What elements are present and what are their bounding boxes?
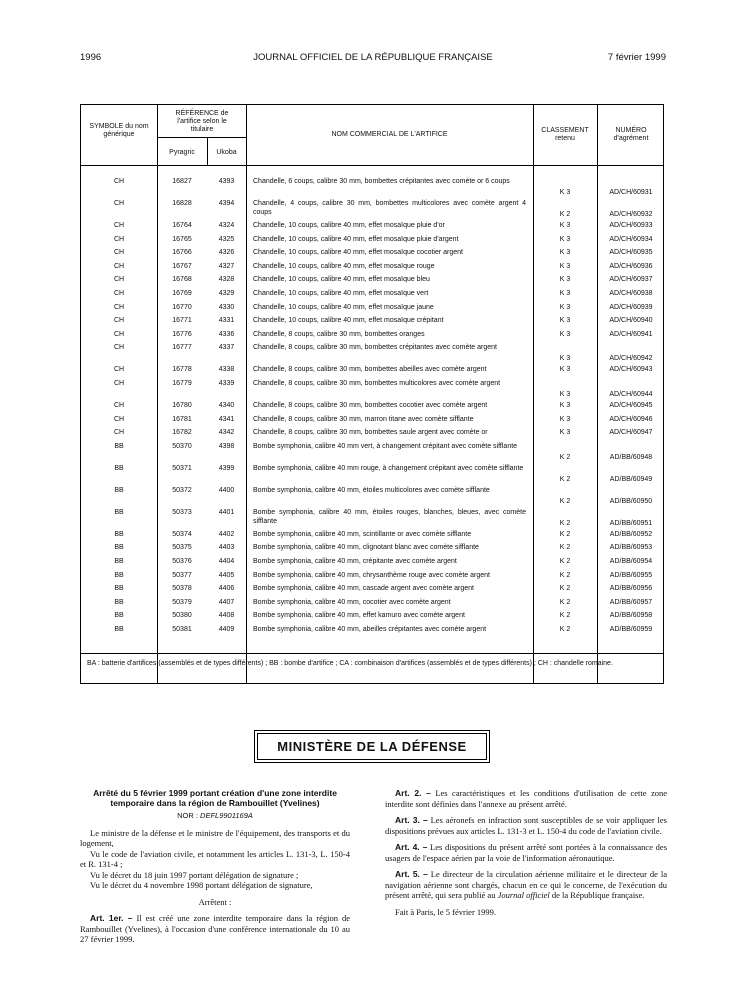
preamble-decree-2: Vu le décret du 4 novembre 1998 portant délégation de signature, xyxy=(90,880,313,890)
cell-pyragric: 50374 xyxy=(172,530,192,538)
article-1-text: Il est créé une zone interdite temporaire dans la région de Rambouillet (Yvelines), à l'occasion d'une conférence internationale du 10 au 27 février 1999. xyxy=(80,913,350,944)
header-nom-commercial: NOM COMMERCIAL DE L'ARTIFICE xyxy=(331,131,448,138)
cell-nom-commercial: Bombe symphonia, calibre 40 mm, étoiles multicolores avec comète sifflante xyxy=(253,486,490,494)
cell-classement: K 3 xyxy=(559,249,571,257)
cell-classement: K 3 xyxy=(559,391,571,398)
cell-ukoba: 4327 xyxy=(218,262,235,270)
cell-numero: AD/BB/60953 xyxy=(609,544,653,552)
article-2-text: Les caractéristiques et les conditions d'utilisation de cette zone interdite sont définies dans l'annexe au présent arrêté. xyxy=(385,788,668,809)
cell-symbole: BB xyxy=(114,612,124,620)
cell-pyragric: 16828 xyxy=(172,200,192,207)
cell-ukoba: 4329 xyxy=(218,290,235,297)
cell-nom-commercial: Bombe symphonia, calibre 40 mm, cascade argent avec comète argent xyxy=(253,585,475,593)
cell-numero: AD/BB/60956 xyxy=(609,585,653,593)
cell-numero: AD/CH/60938 xyxy=(609,290,653,297)
footnote-rule xyxy=(81,653,663,654)
header-pyragric: Pyragric xyxy=(169,149,195,156)
cell-pyragric: 16781 xyxy=(172,415,192,423)
cell-nom-commercial: Chandelle, 8 coups, calibre 30 mm, bombettes oranges xyxy=(253,330,425,338)
cell-nom-commercial: Chandelle, 8 coups, calibre 30 mm, bombettes multicolores avec comète argent xyxy=(253,380,501,387)
cell-pyragric: 16770 xyxy=(172,303,192,311)
cell-nom-commercial: Chandelle, 10 coups, calibre 40 mm, effet mosaïque jaune xyxy=(253,303,434,311)
cell-classement: K 2 xyxy=(559,475,571,483)
cell-numero: AD/CH/60943 xyxy=(609,366,653,374)
issue-date: 7 février 1999 xyxy=(607,52,666,63)
cell-nom-commercial: Bombe symphonia, calibre 40 mm, cocotier avec comète argent xyxy=(253,598,451,606)
cell-nom-commercial: Bombe symphonia, calibre 40 mm, crépitante avec comète argent xyxy=(253,558,457,565)
cell-numero: AD/CH/60937 xyxy=(609,276,653,284)
preamble-ministers: Le ministre de la défense et le ministre de l'équipement, des transports et du logement, xyxy=(80,827,350,848)
cell-ukoba: 4338 xyxy=(218,366,235,374)
cell-classement: K 2 xyxy=(559,497,571,505)
cell-pyragric: 50370 xyxy=(172,442,192,450)
article-5-end: de la République française. xyxy=(551,890,645,900)
cell-classement: K 2 xyxy=(559,530,571,538)
article-1 xyxy=(80,913,350,945)
cell-numero: AD/BB/60950 xyxy=(609,497,653,505)
cell-nom-commercial: Chandelle, 8 coups, calibre 30 mm, bombettes cocotier avec comète argent xyxy=(253,402,488,409)
cell-symbole: BB xyxy=(114,530,124,538)
cell-numero: AD/CH/60931 xyxy=(609,189,653,196)
article-3-label: Art. 3. – xyxy=(395,815,428,825)
cell-classement: K 2 xyxy=(559,453,571,461)
cell-ukoba: 4337 xyxy=(218,344,235,352)
cell-ukoba: 4402 xyxy=(218,530,235,538)
cell-ukoba: 4325 xyxy=(218,235,235,243)
cell-ukoba: 4408 xyxy=(218,612,235,620)
cell-ukoba: 4398 xyxy=(218,442,235,450)
article-3-text: Les aéronefs en infraction sont susceptibles de se voir appliquer les dispositions prévues aux articles L. 131-3 et L. 150-4 du code de l'aviation civile. xyxy=(385,815,667,836)
fireworks-table xyxy=(80,104,664,684)
header-rule xyxy=(157,137,246,138)
header-numero: NUMÉRO d'agrément xyxy=(613,127,649,142)
cell-ukoba: 4341 xyxy=(218,415,235,423)
cell-numero: AD/CH/60932 xyxy=(609,211,653,218)
article-2-label: Art. 2. – xyxy=(395,788,431,798)
cell-classement: K 2 xyxy=(559,598,571,606)
cell-nom-commercial: Chandelle, 8 coups, calibre 30 mm, bombettes crépitantes avec comète argent xyxy=(253,344,497,352)
cell-pyragric: 16779 xyxy=(172,380,192,387)
cell-nom-commercial: Chandelle, 6 coups, calibre 30 mm, bombettes crépitantes avec comète or 6 coups xyxy=(253,178,510,185)
cell-symbole: BB xyxy=(114,558,124,565)
cell-symbole: BB xyxy=(114,598,124,606)
preamble-code: Vu le code de l'aviation civile, et notamment les articles L. 131-3, L. 150-4 et R. 131-4 ; xyxy=(80,848,350,869)
cell-pyragric: 16782 xyxy=(172,429,192,437)
article-5-label: Art. 5. – xyxy=(395,869,428,879)
cell-numero: AD/CH/60944 xyxy=(609,391,653,398)
cell-classement: K 2 xyxy=(559,544,571,552)
cell-nom-commercial: Bombe symphonia, calibre 40 mm vert, à changement crépitant avec comète sifflante xyxy=(253,442,518,450)
preamble-decree-1: Vu le décret du 18 juin 1997 portant délégation de signature ; xyxy=(90,869,299,880)
cell-nom-commercial: Chandelle, 8 coups, calibre 30 mm, marron titane avec comète sifflante xyxy=(253,415,474,423)
cell-nom-commercial: Chandelle, 10 coups, calibre 40 mm, effet mosaïque pluie d'argent xyxy=(253,235,459,243)
header-rule xyxy=(81,165,663,166)
cell-classement: K 3 xyxy=(559,330,571,338)
cell-ukoba: 4342 xyxy=(218,429,235,437)
cell-pyragric: 50371 xyxy=(172,464,192,472)
nor-value: DEFL9901169A xyxy=(200,811,253,820)
cell-pyragric: 16769 xyxy=(172,290,192,297)
cell-pyragric: 16776 xyxy=(172,330,192,338)
column-divider xyxy=(246,105,247,683)
cell-ukoba: 4330 xyxy=(218,303,235,311)
cell-symbole: CH xyxy=(113,222,125,229)
cell-symbole: CH xyxy=(113,290,125,297)
cell-nom-commercial: Bombe symphonia, calibre 40 mm, abeilles crépitantes avec comète argent xyxy=(253,626,487,633)
cell-nom-commercial: Chandelle, 10 coups, calibre 40 mm, effet mosaïque vert xyxy=(253,290,429,297)
cell-symbole: BB xyxy=(114,544,124,552)
cell-numero: AD/BB/60958 xyxy=(609,612,653,620)
cell-symbole: CH xyxy=(113,303,125,311)
cell-classement: K 3 xyxy=(559,366,571,374)
cell-classement: K 3 xyxy=(559,235,571,243)
cell-nom-commercial: Chandelle, 10 coups, calibre 40 mm, effet mosaïque rouge xyxy=(253,262,435,270)
cell-numero: AD/CH/60947 xyxy=(609,429,653,437)
page-header xyxy=(80,52,666,66)
arrete-left-column xyxy=(80,788,350,945)
cell-pyragric: 16767 xyxy=(172,262,192,270)
cell-numero: AD/BB/60954 xyxy=(609,558,653,565)
cell-nom-commercial: Chandelle, 4 coups, calibre 30 mm, bombettes multicolores avec comète argent 4 coups xyxy=(253,200,526,216)
cell-classement: K 2 xyxy=(559,571,571,579)
cell-numero: AD/CH/60933 xyxy=(609,222,653,229)
cell-symbole: CH xyxy=(113,200,125,207)
arrete-right-column xyxy=(385,788,667,917)
cell-symbole: CH xyxy=(113,235,125,243)
cell-ukoba: 4405 xyxy=(218,571,235,579)
cell-ukoba: 4324 xyxy=(218,222,235,229)
cell-nom-commercial: Chandelle, 8 coups, calibre 30 mm, bombettes abeilles avec comète argent xyxy=(253,366,487,374)
cell-pyragric: 16768 xyxy=(172,276,192,284)
cell-nom-commercial: Chandelle, 10 coups, calibre 40 mm, effet mosaïque crépitant xyxy=(253,317,444,325)
ministry-heading: MINISTÈRE DE LA DÉFENSE xyxy=(257,733,487,760)
article-1-label: Art. 1er. – xyxy=(90,913,133,923)
cell-ukoba: 4400 xyxy=(218,486,235,494)
cell-ukoba: 4328 xyxy=(218,276,235,284)
arrete-title: Arrêté du 5 février 1999 portant création d'une zone interdite temporaire dans la région de Rambouillet (Yvelines) xyxy=(93,788,337,808)
cell-ukoba: 4326 xyxy=(218,249,235,257)
cell-classement: K 2 xyxy=(559,558,571,565)
cell-ukoba: 4394 xyxy=(218,200,235,207)
cell-pyragric: 16765 xyxy=(172,235,192,243)
cell-symbole: CH xyxy=(113,276,125,284)
cell-pyragric: 50372 xyxy=(172,486,192,494)
article-5 xyxy=(385,869,667,901)
cell-symbole: CH xyxy=(113,249,125,257)
cell-numero: AD/BB/60949 xyxy=(609,475,653,483)
cell-pyragric: 16827 xyxy=(172,178,192,185)
cell-numero: AD/CH/60942 xyxy=(609,355,653,363)
cell-numero: AD/CH/60946 xyxy=(609,415,653,423)
article-2 xyxy=(385,788,667,809)
cell-symbole: BB xyxy=(114,626,124,633)
cell-nom-commercial: Bombe symphonia, calibre 40 mm rouge, à changement crépitant avec comète sifflante xyxy=(253,464,524,472)
cell-classement: K 2 xyxy=(559,626,571,633)
cell-symbole: CH xyxy=(113,366,125,374)
cell-classement: K 2 xyxy=(559,211,571,218)
cell-classement: K 2 xyxy=(559,585,571,593)
header-classement: CLASSEMENT retenu xyxy=(541,127,589,142)
cell-pyragric: 50375 xyxy=(172,544,192,552)
cell-ukoba: 4409 xyxy=(218,626,235,633)
cell-classement: K 3 xyxy=(559,355,571,363)
article-4-text: Les dispositions du présent arrêté sont portées à la connaissance des usagers de l'espace aérien par la voie de l'information aéronautique. xyxy=(385,842,667,863)
cell-nom-commercial: Bombe symphonia, calibre 40 mm, clignotant blanc avec comète sifflante xyxy=(253,544,479,552)
article-4-label: Art. 4. – xyxy=(395,842,428,852)
article-3 xyxy=(385,815,667,836)
cell-symbole: CH xyxy=(113,330,125,338)
cell-numero: AD/BB/60955 xyxy=(609,571,653,579)
cell-pyragric: 50380 xyxy=(172,612,192,620)
cell-pyragric: 16778 xyxy=(172,366,192,374)
cell-ukoba: 4331 xyxy=(218,317,235,325)
journal-officiel-ref: Journal officiel xyxy=(497,890,550,900)
cell-nom-commercial: Bombe symphonia, calibre 40 mm, scintillante or avec comète sifflante xyxy=(253,530,472,538)
cell-symbole: CH xyxy=(113,178,125,185)
cell-ukoba: 4403 xyxy=(218,544,235,552)
cell-ukoba: 4406 xyxy=(218,585,235,593)
cell-numero: AD/BB/60948 xyxy=(609,453,653,461)
cell-symbole: CH xyxy=(113,262,125,270)
article-4 xyxy=(385,842,667,863)
cell-ukoba: 4399 xyxy=(218,464,235,472)
cell-symbole: BB xyxy=(114,508,124,516)
cell-classement: K 3 xyxy=(559,429,571,437)
cell-numero: AD/CH/60945 xyxy=(609,402,653,409)
cell-pyragric: 16764 xyxy=(172,222,192,229)
cell-symbole: BB xyxy=(114,486,124,494)
cell-nom-commercial: Bombe symphonia, calibre 40 mm, chrysanthème rouge avec comète argent xyxy=(253,571,490,579)
page-number: 1996 xyxy=(80,52,102,63)
cell-classement: K 3 xyxy=(559,189,571,196)
cell-classement: K 2 xyxy=(559,612,571,620)
cell-numero: AD/BB/60959 xyxy=(609,626,653,633)
cell-ukoba: 4393 xyxy=(218,178,235,185)
cell-classement: K 3 xyxy=(559,402,571,409)
cell-symbole: CH xyxy=(113,402,125,409)
cell-pyragric: 50378 xyxy=(172,585,192,593)
cell-symbole: CH xyxy=(113,429,125,437)
cell-symbole: BB xyxy=(114,464,124,472)
cell-symbole: BB xyxy=(114,585,124,593)
cell-ukoba: 4404 xyxy=(218,558,235,565)
cell-numero: AD/BB/60952 xyxy=(609,530,653,538)
cell-classement: K 3 xyxy=(559,303,571,311)
cell-numero: AD/CH/60939 xyxy=(609,303,653,311)
column-divider xyxy=(157,105,158,683)
cell-classement: K 3 xyxy=(559,222,571,229)
fait-a-paris: Fait à Paris, le 5 février 1999. xyxy=(395,906,497,917)
header-ukoba: Ukoba xyxy=(216,149,237,156)
cell-numero: AD/CH/60936 xyxy=(609,262,653,270)
cell-symbole: CH xyxy=(113,415,125,423)
cell-numero: AD/CH/60941 xyxy=(609,330,653,338)
cell-pyragric: 50379 xyxy=(172,598,192,606)
cell-pyragric: 50373 xyxy=(172,508,192,516)
cell-nom-commercial: Chandelle, 10 coups, calibre 40 mm, effet mosaïque cocotier argent xyxy=(253,249,463,257)
journal-title: JOURNAL OFFICIEL DE LA RÉPUBLIQUE FRANÇAISE xyxy=(253,52,493,63)
cell-nom-commercial: Chandelle, 8 coups, calibre 30 mm, bombettes saule argent avec comète or xyxy=(253,429,488,437)
cell-pyragric: 16780 xyxy=(172,402,192,409)
cell-symbole: BB xyxy=(114,571,124,579)
cell-symbole: BB xyxy=(114,442,124,450)
arretent: Arrêtent : xyxy=(198,896,232,907)
cell-symbole: CH xyxy=(113,317,125,325)
table-footnote: BA : batterie d'artifices (assemblés et de types différents) ; BB : bombe d'artifice ; CA : combinaison d'artifices (assemblés et de types différents) ; CH : chandelle romaine. xyxy=(87,660,613,667)
cell-classement: K 3 xyxy=(559,290,571,297)
header-symbole: SYMBOLE du nom générique xyxy=(89,123,149,138)
cell-symbole: CH xyxy=(113,380,125,387)
cell-classement: K 3 xyxy=(559,317,571,325)
nor-label: NOR : xyxy=(177,811,198,820)
cell-numero: AD/BB/60951 xyxy=(609,519,653,527)
cell-nom-commercial: Chandelle, 10 coups, calibre 40 mm, effet mosaïque pluie d'or xyxy=(253,222,445,229)
cell-numero: AD/BB/60957 xyxy=(609,598,653,606)
cell-classement: K 2 xyxy=(559,519,571,527)
cell-symbole: CH xyxy=(113,344,125,352)
cell-numero: AD/CH/60935 xyxy=(609,249,653,257)
cell-nom-commercial: Chandelle, 10 coups, calibre 40 mm, effet mosaïque bleu xyxy=(253,276,430,284)
cell-pyragric: 50377 xyxy=(172,571,192,579)
article-5-text: Le directeur de la circulation aérienne militaire et le directeur de la navigation aérienne sont chargés, chacun en ce qui le concerne, de l'exécution du présent arrêté, qui sera publié au xyxy=(385,869,667,900)
cell-ukoba: 4340 xyxy=(218,402,235,409)
cell-classement: K 3 xyxy=(559,276,571,284)
cell-pyragric: 50376 xyxy=(172,558,192,565)
cell-pyragric: 50381 xyxy=(172,626,192,633)
cell-numero: AD/CH/60940 xyxy=(609,317,653,325)
cell-ukoba: 4401 xyxy=(218,508,235,516)
nor-reference xyxy=(80,811,350,822)
cell-ukoba: 4407 xyxy=(218,598,235,606)
cell-ukoba: 4336 xyxy=(218,330,235,338)
cell-pyragric: 16777 xyxy=(172,344,192,352)
cell-pyragric: 16771 xyxy=(172,317,192,325)
cell-nom-commercial: Bombe symphonia, calibre 40 mm, étoiles rouges, blanches, bleues, avec comète sifflante xyxy=(253,508,526,525)
cell-nom-commercial: Bombe symphonia, calibre 40 mm, effet kamuro avec comète argent xyxy=(253,612,465,620)
cell-classement: K 3 xyxy=(559,262,571,270)
header-reference: RÉFÉRENCE de l'artifice selon le titulaire xyxy=(175,110,229,133)
cell-classement: K 3 xyxy=(559,415,571,423)
cell-pyragric: 16766 xyxy=(172,249,192,257)
cell-numero: AD/CH/60934 xyxy=(609,235,653,243)
cell-ukoba: 4339 xyxy=(218,380,235,387)
